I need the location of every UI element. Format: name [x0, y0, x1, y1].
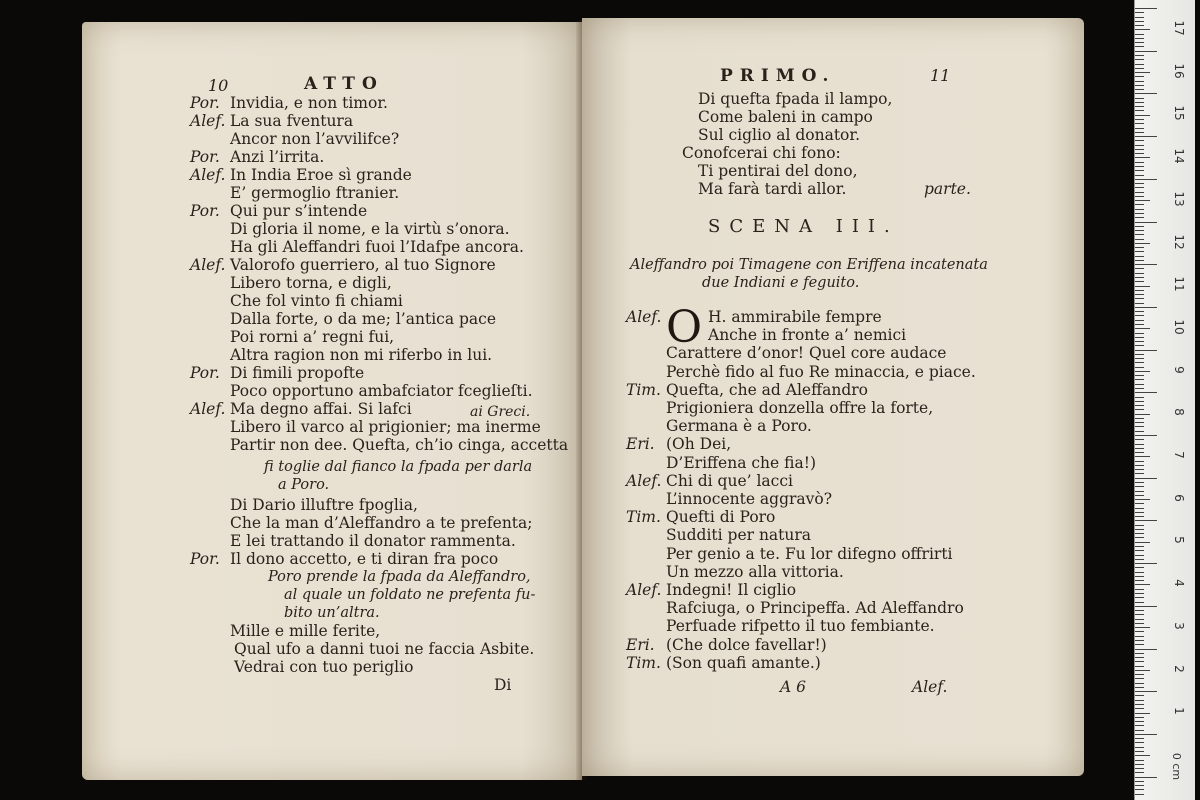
ruler-tick — [1135, 456, 1150, 457]
speaker-label: Tim. — [626, 380, 661, 399]
ruler-tick — [1135, 123, 1144, 124]
ruler-tick — [1135, 597, 1144, 598]
ruler-tick — [1135, 627, 1150, 628]
ruler-number: 16 — [1172, 63, 1186, 79]
verse-line: Di Dario illuftre fpoglia, — [230, 496, 418, 514]
ruler-tick — [1135, 439, 1144, 440]
ruler-tick — [1135, 106, 1144, 107]
ruler-tick — [1135, 217, 1144, 218]
ruler-tick — [1135, 277, 1144, 278]
ruler-tick — [1135, 789, 1144, 790]
ruler-tick — [1135, 166, 1144, 167]
verse-line: Qui pur s’intende — [230, 202, 368, 220]
speaker-label: Tim. — [626, 653, 661, 672]
ruler-tick — [1135, 328, 1150, 329]
ruler-tick — [1135, 725, 1144, 726]
ruler-tick — [1135, 794, 1144, 795]
verse-line: Anzi l’irrita. — [230, 148, 325, 166]
ruler-tick — [1135, 555, 1144, 556]
verse-line: Libero torna, e digli, — [230, 274, 392, 292]
verse-line: Per genio a te. Fu lor difegno offrirti — [666, 544, 953, 563]
ruler-tick — [1135, 738, 1144, 739]
verse-line: Che la man d’Aleffandro a te prefenta; — [230, 514, 533, 532]
ruler-tick — [1135, 473, 1144, 474]
verse-line: Che fol vinto fi chiami — [230, 292, 403, 310]
ruler-tick — [1135, 657, 1144, 658]
ruler-tick — [1135, 68, 1144, 69]
ruler-tick — [1135, 713, 1150, 714]
aria-line: Di quefta fpada il lampo, — [698, 90, 893, 108]
verse-line: Libero il varco al prigionier; ma inerme — [230, 418, 541, 436]
right-running-head: PRIMO. — [720, 66, 836, 86]
ruler-number: 13 — [1172, 191, 1186, 207]
ruler-tick — [1135, 179, 1157, 180]
verse-line: (Che dolce favellar!) — [666, 635, 827, 654]
ruler-tick — [1135, 414, 1150, 415]
aside-ai-greci: ai Greci. — [470, 404, 531, 420]
ruler-number: 14 — [1172, 148, 1186, 164]
verse-line: Altra ragion non mi riferbo in lui. — [230, 346, 493, 364]
stage-direction-1b: a Poro. — [278, 477, 330, 493]
ruler-tick — [1135, 333, 1144, 334]
ruler-tick — [1135, 29, 1150, 30]
stage-direction-2a: Poro prende la fpada da Aleffandro, — [268, 569, 531, 585]
ruler-tick — [1135, 222, 1157, 223]
ruler-tick — [1135, 426, 1144, 427]
ruler-tick — [1135, 162, 1144, 163]
ruler-tick — [1135, 512, 1144, 513]
ruler-tick — [1135, 175, 1144, 176]
verse-line: Valorofo guerriero, al tuo Signore — [230, 256, 496, 274]
stage-direction-2c: bito un’altra. — [284, 605, 380, 621]
speaker-label: Alef. — [190, 400, 226, 418]
stage-direction-2b: al quale un foldato ne prefenta fu- — [284, 587, 536, 603]
ruler-tick — [1135, 469, 1144, 470]
ruler-tick — [1135, 717, 1144, 718]
verse-line: Mille e mille ferite, — [230, 622, 381, 640]
ruler-number: 11 — [1172, 276, 1186, 292]
ruler-tick — [1135, 730, 1144, 731]
ruler-tick — [1135, 589, 1144, 590]
ruler-tick — [1135, 145, 1144, 146]
ruler-number: 12 — [1172, 233, 1186, 250]
ruler-tick — [1135, 354, 1144, 355]
ruler-tick — [1135, 375, 1144, 376]
verse-line: (Son quafi amante.) — [666, 653, 821, 672]
ruler-tick — [1135, 12, 1144, 13]
ruler-tick — [1135, 64, 1144, 65]
ruler-tick — [1135, 315, 1144, 316]
ruler-tick — [1135, 409, 1144, 410]
ruler-tick — [1135, 777, 1157, 778]
ruler-tick — [1135, 721, 1144, 722]
ruler-tick — [1135, 72, 1150, 73]
ruler-tick — [1135, 614, 1144, 615]
ruler-tick — [1135, 760, 1144, 761]
ruler-tick — [1135, 742, 1144, 743]
verse-line: Ma degno affai. Si lafci — [230, 400, 412, 418]
ruler-number: 15 — [1172, 105, 1186, 122]
ruler-tick — [1135, 303, 1144, 304]
ruler-tick — [1135, 196, 1144, 197]
ruler-tick — [1135, 17, 1144, 18]
ruler-tick — [1135, 674, 1144, 675]
ruler-tick — [1135, 444, 1144, 445]
ruler-tick — [1135, 619, 1144, 620]
ruler-number: 4 — [1172, 579, 1186, 587]
scene-description-1: Aleffandro poi Timagene con Eriffena incatenata — [630, 257, 988, 273]
ruler-tick — [1135, 98, 1144, 99]
measurement-ruler — [1134, 0, 1195, 800]
ruler-tick — [1135, 653, 1144, 654]
ruler-tick — [1135, 563, 1157, 564]
ruler-tick — [1135, 298, 1144, 299]
verse-line: Indegni! Il ciglio — [666, 581, 797, 599]
ruler-tick — [1135, 204, 1144, 205]
ruler-tick — [1135, 781, 1144, 782]
ruler-tick — [1135, 247, 1144, 248]
ruler-tick — [1135, 700, 1144, 701]
ruler-tick — [1135, 542, 1150, 543]
ruler-tick — [1135, 768, 1144, 769]
ruler-tick — [1135, 89, 1144, 90]
verse-line: D’Eriffena che fia!) — [666, 453, 816, 472]
ruler-tick — [1135, 418, 1144, 419]
ruler-tick — [1135, 76, 1144, 77]
ruler-tick — [1135, 670, 1150, 671]
ruler-tick — [1135, 34, 1144, 35]
ruler-tick — [1135, 239, 1144, 240]
ruler-tick — [1135, 42, 1144, 43]
verse-line: (Oh Dei, — [666, 435, 732, 454]
verse-line: E lei trattando il donator rammenta. — [230, 532, 516, 550]
verse-line: Un mezzo alla vittoria. — [666, 562, 844, 581]
verse-line: Di fimili propofte — [230, 364, 365, 382]
ruler-tick — [1135, 503, 1144, 504]
right-catchword: Alef. — [912, 678, 948, 696]
parte-direction: parte. — [924, 180, 971, 198]
ruler-tick — [1135, 234, 1144, 235]
speaker-label: Tim. — [626, 508, 661, 527]
ruler-tick — [1135, 140, 1144, 141]
ruler-tick — [1135, 192, 1144, 193]
ruler-number: 1 — [1172, 707, 1186, 715]
ruler-tick — [1135, 230, 1144, 231]
ruler-tick — [1135, 486, 1144, 487]
ruler-number: 9 — [1172, 365, 1186, 374]
ruler-tick — [1135, 102, 1144, 103]
speaker-label: Por. — [190, 148, 220, 166]
aria-line: Conofcerai chi fono: — [682, 144, 841, 162]
scene-title: SCENA III. — [708, 216, 899, 237]
ruler-tick — [1135, 264, 1157, 265]
ruler-tick — [1135, 256, 1144, 257]
ruler-tick — [1135, 136, 1157, 137]
ruler-tick — [1135, 755, 1150, 756]
ruler-tick — [1135, 576, 1144, 577]
ruler-tick — [1135, 128, 1144, 129]
ruler-tick — [1135, 704, 1144, 705]
ruler-tick — [1135, 294, 1144, 295]
ruler-tick — [1135, 772, 1144, 773]
ruler-tick — [1135, 572, 1144, 573]
left-catchword: Di — [494, 676, 512, 694]
verse-line: Rafciuga, o Principeffa. Ad Aleffandro — [666, 599, 964, 618]
verse-line: Poco opportuno ambafciator fceglieſti. — [230, 382, 533, 400]
speaker-label: Alef. — [190, 166, 226, 184]
ruler-tick — [1135, 734, 1157, 735]
speaker-label: Alef. — [626, 471, 662, 490]
ruler-number: 17 — [1172, 20, 1186, 36]
verse-line: Sudditi per natura — [666, 526, 812, 545]
ruler-tick — [1135, 495, 1144, 496]
ruler-tick — [1135, 286, 1150, 287]
ruler-tick — [1135, 362, 1144, 363]
ruler-tick — [1135, 153, 1144, 154]
ruler-tick — [1135, 751, 1144, 752]
ruler-tick — [1135, 371, 1150, 372]
ruler-tick — [1135, 93, 1157, 94]
ruler-tick — [1135, 580, 1144, 581]
ruler-tick — [1135, 350, 1157, 351]
verse-line: Perfuade rifpetto il tuo fembiante. — [666, 617, 935, 636]
aria-line: Sul ciglio al donator. — [698, 126, 861, 144]
ruler-tick — [1135, 666, 1144, 667]
ruler-tick — [1135, 550, 1144, 551]
left-page-number: 10 — [208, 76, 229, 95]
ruler-number: 5 — [1172, 536, 1186, 545]
verse-line: In India Eroe sì grande — [230, 166, 412, 184]
ruler-tick — [1135, 384, 1144, 385]
ruler-tick — [1135, 610, 1144, 611]
ruler-tick — [1135, 115, 1150, 116]
ruler-tick — [1135, 764, 1144, 765]
ruler-tick — [1135, 273, 1144, 274]
stage-direction-1a: fi toglie dal fianco la fpada per darla — [264, 459, 533, 475]
aria-line: Come baleni in campo — [698, 108, 873, 126]
ruler-unit-label: 0 cm — [1170, 752, 1184, 781]
verse-line: Carattere d’onor! Quel core audace — [666, 344, 947, 363]
ruler-tick — [1135, 687, 1144, 688]
ruler-tick — [1135, 187, 1144, 188]
ruler-tick — [1135, 311, 1144, 312]
verse-line: Anche in fronte a’ nemici — [708, 326, 907, 345]
aria-line: Ma farà tardi allor. — [698, 180, 847, 198]
speaker-label: Alef. — [190, 256, 226, 274]
verse-line: Germana è a Poro. — [666, 417, 812, 436]
ruler-tick — [1135, 747, 1144, 748]
ruler-tick — [1135, 683, 1144, 684]
ruler-tick — [1135, 290, 1144, 291]
ruler-tick — [1135, 546, 1144, 547]
ruler-tick — [1135, 435, 1157, 436]
ruler-tick — [1135, 785, 1144, 786]
ruler-tick — [1135, 644, 1144, 645]
speaker-label: Por. — [190, 202, 220, 220]
ruler-tick — [1135, 529, 1144, 530]
speaker-label: Por. — [190, 94, 220, 112]
verse-line: Quefti di Poro — [666, 508, 776, 527]
ruler-tick — [1135, 559, 1144, 560]
speaker-label: Alef. — [190, 112, 226, 130]
ruler-tick — [1135, 516, 1144, 517]
speaker-label: Por. — [190, 364, 220, 382]
ruler-tick — [1135, 251, 1144, 252]
ruler-tick — [1135, 341, 1144, 342]
left-running-head: ATTO — [304, 74, 384, 94]
verse-line: Il dono accetto, e ti diran fra poco — [230, 550, 499, 568]
ruler-tick — [1135, 307, 1157, 308]
ruler-tick — [1135, 631, 1144, 632]
ruler-tick — [1135, 367, 1144, 368]
verse-line: Quefta, che ad Aleffandro — [666, 380, 868, 399]
ruler-tick — [1135, 397, 1144, 398]
speaker-label: Alef. — [626, 308, 662, 326]
ruler-tick — [1135, 499, 1150, 500]
verse-line: Chi di que’ lacci — [666, 471, 793, 490]
ruler-number: 7 — [1172, 451, 1186, 459]
verse-line: Di gloria il nome, e la virtù s’onora. — [230, 220, 510, 238]
ruler-tick — [1135, 345, 1144, 346]
ruler-tick — [1135, 636, 1144, 637]
right-page — [582, 18, 1084, 776]
verse-line: Ancor non l’avvilifce? — [230, 130, 400, 148]
ruler-tick — [1135, 405, 1144, 406]
ruler-tick — [1135, 358, 1144, 359]
ruler-number: 6 — [1172, 493, 1186, 502]
verse-line: Dalla forte, o da me; l’antica pace — [230, 310, 497, 328]
ruler-tick — [1135, 119, 1144, 120]
verse-line: Prigioniera donzella offre la forte, — [666, 399, 934, 417]
drop-cap: O — [666, 302, 703, 353]
ruler-tick — [1135, 8, 1157, 9]
ruler-number: 8 — [1172, 408, 1186, 417]
ruler-tick — [1135, 55, 1144, 56]
speaker-label: Por. — [190, 550, 220, 568]
ruler-tick — [1135, 38, 1144, 39]
verse-line: H. ammirabile fempre — [708, 308, 882, 326]
ruler-tick — [1135, 85, 1144, 86]
verse-line: Perchè fido al fuo Re minaccia, e piace. — [666, 362, 976, 381]
ruler-tick — [1135, 482, 1144, 483]
verse-line: La sua fventura — [230, 112, 354, 130]
ruler-number: 2 — [1172, 664, 1186, 673]
ruler-tick — [1135, 320, 1144, 321]
ruler-tick — [1135, 708, 1144, 709]
ruler-tick — [1135, 461, 1144, 462]
ruler-tick — [1135, 525, 1144, 526]
ruler-tick — [1135, 401, 1144, 402]
ruler-tick — [1135, 602, 1144, 603]
ruler-tick — [1135, 431, 1144, 432]
left-page — [82, 22, 582, 780]
ruler-tick — [1135, 183, 1144, 184]
verse-line: Qual ufo a danni tuoi ne faccia Asbite. — [234, 640, 535, 658]
ruler-number: 10 — [1172, 319, 1186, 335]
ruler-tick — [1135, 388, 1144, 389]
verse-line: Partir non dee. Quefta, ch’io cinga, accetta — [230, 436, 569, 454]
ruler-tick — [1135, 157, 1150, 158]
scene-description-2: due Indiani e feguito. — [702, 275, 860, 291]
ruler-tick — [1135, 537, 1144, 538]
ruler-tick — [1135, 606, 1157, 607]
ruler-tick — [1135, 520, 1157, 521]
signature-mark: A 6 — [780, 678, 806, 696]
verse-line: L’innocente aggravò? — [666, 490, 833, 508]
ruler-tick — [1135, 149, 1144, 150]
speaker-label: Eri. — [626, 635, 655, 654]
ruler-number: 3 — [1172, 621, 1186, 630]
ruler-tick — [1135, 593, 1144, 594]
ruler-tick — [1135, 695, 1144, 696]
ruler-tick — [1135, 533, 1144, 534]
ruler-tick — [1135, 243, 1150, 244]
ruler-tick — [1135, 132, 1144, 133]
ruler-tick — [1135, 678, 1144, 679]
ruler-tick — [1135, 170, 1144, 171]
ruler-tick — [1135, 379, 1144, 380]
ruler-tick — [1135, 25, 1144, 26]
ruler-tick — [1135, 623, 1144, 624]
verse-line: Poi rorni a’ regni fui, — [230, 328, 395, 346]
verse-line: Ha gli Aleffandri fuoi l’Idafpe ancora. — [230, 238, 524, 256]
ruler-tick — [1135, 392, 1157, 393]
ruler-tick — [1135, 81, 1144, 82]
ruler-tick — [1135, 508, 1144, 509]
ruler-tick — [1135, 448, 1144, 449]
ruler-tick — [1135, 584, 1150, 585]
ruler-tick — [1135, 478, 1157, 479]
ruler-tick — [1135, 640, 1144, 641]
ruler-tick — [1135, 213, 1144, 214]
ruler-tick — [1135, 226, 1144, 227]
ruler-tick — [1135, 200, 1150, 201]
speaker-label: Eri. — [626, 435, 655, 454]
ruler-tick — [1135, 465, 1144, 466]
ruler-tick — [1135, 46, 1144, 47]
verse-line: E’ germoglio ftranier. — [230, 184, 400, 202]
ruler-tick — [1135, 452, 1144, 453]
ruler-tick — [1135, 110, 1144, 111]
ruler-tick — [1135, 691, 1157, 692]
verse-line: Vedrai con tuo periglio — [234, 658, 414, 676]
ruler-tick — [1135, 209, 1144, 210]
ruler-tick — [1135, 422, 1144, 423]
ruler-tick — [1135, 59, 1144, 60]
ruler-tick — [1135, 268, 1144, 269]
ruler-tick — [1135, 260, 1144, 261]
ruler-tick — [1135, 51, 1157, 52]
speaker-label: Alef. — [626, 581, 662, 599]
ruler-tick — [1135, 661, 1144, 662]
ruler-tick — [1135, 281, 1144, 282]
verse-line: Invidia, e non timor. — [230, 94, 388, 112]
ruler-tick — [1135, 491, 1144, 492]
ruler-tick — [1135, 649, 1157, 650]
ruler-tick — [1135, 567, 1144, 568]
ruler-tick — [1135, 21, 1144, 22]
ruler-tick — [1135, 324, 1144, 325]
ruler-tick — [1135, 337, 1144, 338]
right-page-number: 11 — [930, 66, 951, 85]
aria-line: Ti pentirai del dono, — [698, 162, 858, 180]
